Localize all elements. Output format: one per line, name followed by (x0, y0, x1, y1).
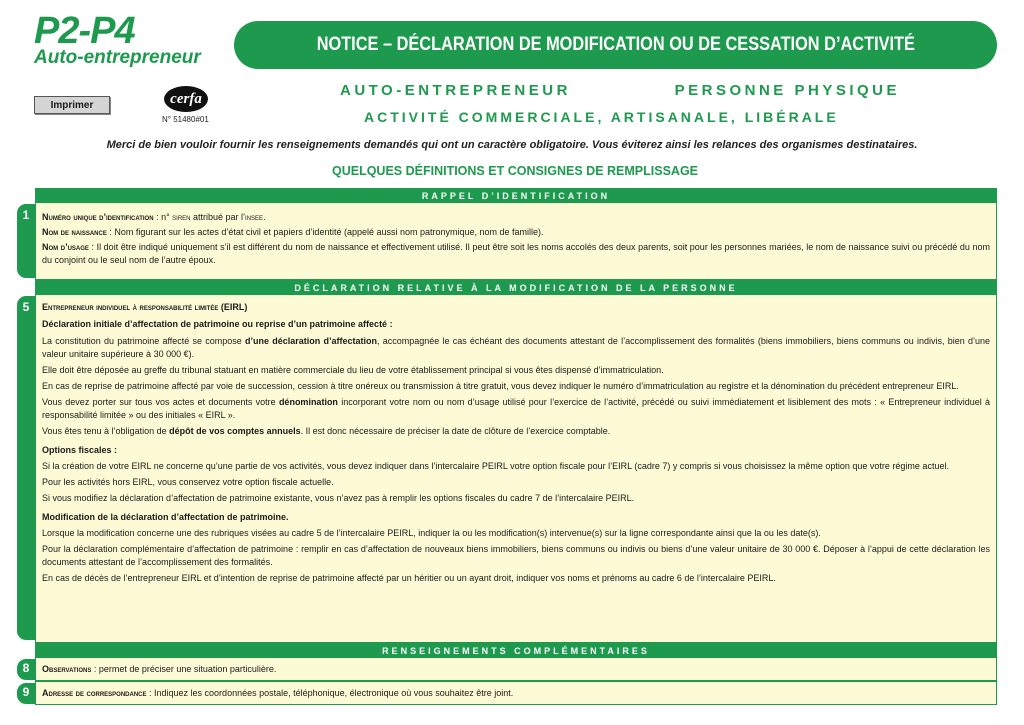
section-title: QUELQUES DÉFINITIONS ET CONSIGNES DE REMPLISSAGE (331, 164, 698, 178)
subtitle-left: AUTO-ENTREPRENEUR (340, 82, 571, 99)
para-hors-eirl: Pour les activités hors EIRL, vous conservez votre option fiscale actuelle. (42, 477, 334, 487)
para-complementaire: Pour la déclaration complémentaire d’affectation de patrimoine : remplir en cas d’affectation de nouveaux biens immobiliers, biens communs ou indivis ou biens d’une valeur unitaire de 30 000 €. Déposer à l’appui de cette déclaration les documents attestant de l’accomplissement des formalités. (42, 544, 990, 567)
section-bar-rappel: RAPPEL D’IDENTIFICATION (35, 188, 997, 203)
tab-8: 8 (17, 659, 35, 680)
para-reprise: En cas de reprise de patrimoine affecté par voie de succession, cession à titre onéreux ou transmission à titre gratuit, vous devez indiquer le numéro d’immatriculation au registre et la dénomination du précédent entrepreneur EIRL. (42, 381, 959, 391)
intro-text: Merci de bien vouloir fournir les renseignements demandés qui ont un caractère obligatoire. Vous éviterez ainsi les relances des organismes destinataires. (106, 139, 918, 151)
panel-adresse (35, 681, 997, 705)
para-option-eirl: Si la création de votre EIRL ne concerne qu’une partie de vos activités, vous devez indiquer dans l’intercalaire PEIRL votre option fiscale pour l’EIRL (cadre 7) y compris si vous choisissez la même option que votre régime actuel. (42, 461, 949, 471)
line-nom-naissance: Nom de naissance : Nom figurant sur les actes d’état civil et papiers d’identité (appelé aussi nom patronymique, nom de famille). (42, 227, 544, 237)
line-numero: Numéro unique d’identification : n° siren attribué par l’insee. (42, 212, 266, 222)
heading-initial: Déclaration initiale d’affectation de patrimoine ou reprise d’un patrimoine affecté : (42, 319, 393, 329)
para-modif-options: Si vous modifiez la déclaration d’affectation de patrimoine existante, vous n’avez pas à remplir les options fiscales du cadre 7 de l’intercalaire PEIRL. (42, 493, 635, 503)
eirl-title: Entrepreneur individuel à responsabilité limitée (EIRL) (42, 302, 248, 312)
panel-modification (35, 295, 997, 643)
subtitle-right: PERSONNE PHYSIQUE (674, 82, 900, 99)
logo-sub: Auto-entrepreneur (34, 47, 201, 68)
subtitle-activity: ACTIVITÉ COMMERCIALE, ARTISANALE, LIBÉRALE (364, 109, 839, 125)
heading-modification: Modification de la déclaration d’affectation de patrimoine. (42, 512, 289, 522)
para-deces: En cas de décès de l’entrepreneur EIRL et d’intention de reprise de patrimoine affecté par un héritier ou un ayant droit, indiquer vos noms et prénoms au cadre 6 de l’intercalaire PEIRL. (42, 573, 776, 583)
tab-5: 5 (17, 296, 35, 640)
section-bar-complementaires: RENSEIGNEMENTS COMPLÉMENTAIRES (35, 643, 997, 658)
para-comptes: Vous êtes tenu à l’obligation de dépôt de vos comptes annuels. Il est donc nécessaire de préciser la date de clôture de l’exercice comptable. (42, 426, 611, 436)
line-observations: Observations : permet de préciser une situation particulière. (42, 664, 277, 674)
print-button[interactable]: Imprimer (34, 96, 110, 114)
tab-1: 1 (17, 204, 35, 278)
line-adresse: Adresse de correspondance : Indiquez les coordonnées postale, téléphonique, électronique où vous souhaitez être joint. (42, 688, 514, 698)
heading-options: Options fiscales : (42, 445, 118, 455)
section-bar-modification: DÉCLARATION RELATIVE À LA MODIFICATION DE LA PERSONNE (35, 280, 997, 295)
para-constitution: La constitution du patrimoine affecté se compose d’une déclaration d’affectation, accompagnée le cas échéant des documents attestant de l’accomplissement des formalités (biens immobiliers, biens communs ou indivis, bien d’une valeur unitaire supérieure à 30 000 €). (42, 336, 990, 359)
para-denomination: Vous devez porter sur tous vos actes et documents votre dénomination incorporant votre nom ou nom d’usage utilisé pour l’exercice de l’activité, précédé ou suivi immédiatement et lisiblement des mots : « Entrepreneur individuel à responsabilité limitée » ou des initiales « EIRL ». (42, 397, 990, 420)
title-banner (234, 21, 997, 69)
panel-rappel (35, 203, 997, 280)
line-nom-usage: Nom d’usage : Il doit être indiqué uniquement s’il est différent du nom de naissance et effectivement utilisé. Il peut être soit les noms accolés des deux parents, soit pour les personnes mariées, le nom de naissance suivi ou précédé du nom du conjoint ou le seul nom de l’autre époux. (42, 242, 990, 265)
page-title: NOTICE – DÉCLARATION DE MODIFICATION OU DE CESSATION D’ACTIVITÉ (316, 34, 915, 55)
logo-main: P2-P4 (34, 10, 135, 52)
panel-observations (35, 658, 997, 681)
tab-9: 9 (17, 683, 35, 704)
para-rubriques: Lorsque la modification concerne une des rubriques visées au cadre 5 de l’intercalaire PEIRL, indiquer la ou les modification(s) intervenue(s) sur la ligne correspondante ainsi que la ou les date(s). (42, 528, 821, 538)
subtitle-line (340, 82, 900, 99)
logo (34, 12, 201, 68)
para-greffe: Elle doit être déposée au greffe du tribunal statuant en matière commerciale du lieu de votre établissement principal si vous êtes dispensé d’immatriculation. (42, 365, 664, 375)
cerfa-number: N° 51480#01 (162, 115, 209, 124)
cerfa-logo: cerfa (164, 86, 208, 112)
